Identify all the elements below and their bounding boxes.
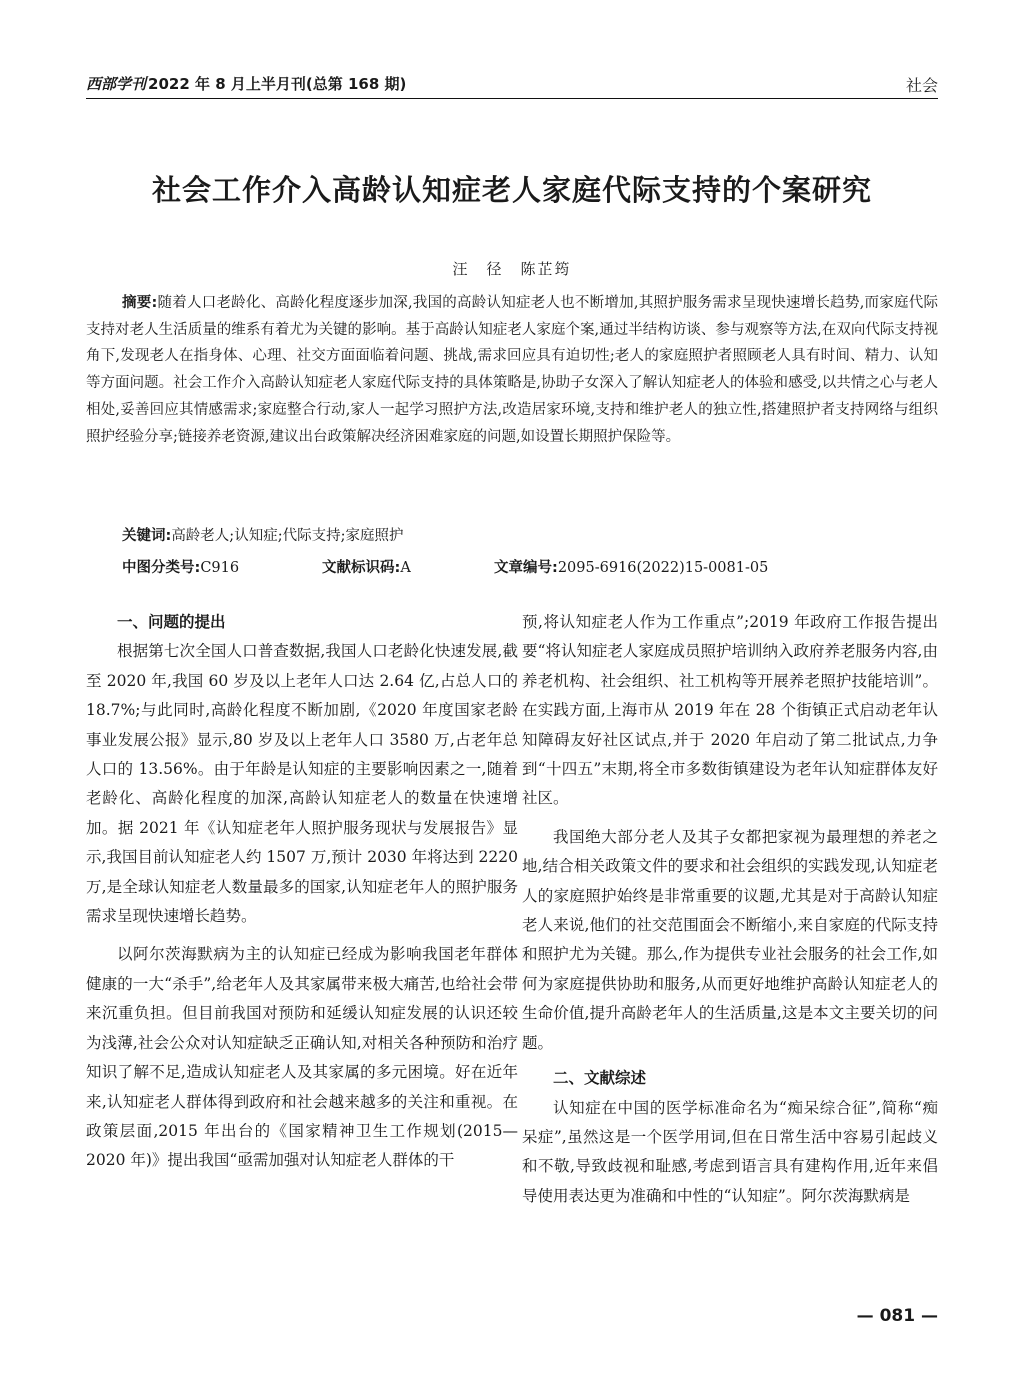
body-column-left <box>86 608 518 1176</box>
abstract-text: 随着人口老龄化、高龄化程度逐步加深,我国的高龄认知症老人也不断增加,其照护服务需求呈现快速增长趋势,而家庭代际支持对老人生活质量的维系有着尤为关键的影响。基于高龄认知症老人家庭个案,通过半结构访谈、参与观察等方法,在双向代际支持视角下,发现老人在指身体、心理、社交方面面临着问题、挑战,需求回应具有迫切性;老人的家庭照护者照顾老人具有时间、精力、认知等方面问题。社会工作介入高龄认知症老人家庭代际支持的具体策略是,协助子女深入了解认知症老人的体验和感受,以共情之心与老人相处,妥善回应其情感需求;家庭整合行动,家人一起学习照护方法,改造居家环境,支持和维护老人的独立性,搭建照护者支持网络与组织照护经验分享;链接养老资源,建议出台政策解决经济困难家庭的问题,如设置长期照护保险等。 <box>86 295 938 445</box>
classification-line <box>122 556 938 577</box>
clc-value: C916 <box>200 560 240 576</box>
section-heading-2: 二、文献综述 <box>553 1069 647 1088</box>
section-heading-1: 一、问题的提出 <box>117 613 226 631</box>
article-number <box>494 556 768 577</box>
issue-info: 2022 年 8 月上半月刊(总第 168 期) <box>148 75 407 93</box>
header-left <box>86 73 406 94</box>
body-paragraph: 以阿尔茨海默病为主的认知症已经成为影响我国老年群体健康的一大“杀手”,给老年人及其家属带来极大痛苦,也给社会带来沉重负担。但目前我国对预防和延缓认知症发展的认识还较为浅薄,社会公众对认知症缺乏正确认知,对相关各种预防和治疗知识了解不足,造成认知症老人及其家属的多元困境。好在近年来,认知症老人群体得到政府和社会越来越多的关注和重视。在政策层面,2015 年出台的《国家精神卫生工作规划(2015—2020 年)》提出我国“亟需加强对认知症老人群体的干 <box>86 945 518 1170</box>
section-name: 社会 <box>905 76 938 95</box>
body-paragraph: 根据第七次全国人口普查数据,我国人口老龄化快速发展,截至 2020 年,我国 60 岁及以上老年人口达 2.64 亿,占总人口的 18.7%;与此同时,高龄化程度不断加剧,《2020 年度国家老龄事业发展公报》显示,80 岁及以上老年人口 3580 万,占老年总人口的 13.56%。由于年龄是认知症的主要影响因素之一,随着老龄化、高龄化程度的加深,高龄认知症老人的数量在快速增加。据 2021 年《认知症老年人照护服务现状与发展报告》显示,我国目前认知症老人约 1507 万,预计 2030 年将达到 2220 万,是全球认知症老人数量最多的国家,认知症老年人的照护服务需求呈现快速增长趋势。 <box>86 642 518 926</box>
keywords-text: 高龄老人;认知症;代际支持;家庭照护 <box>171 528 404 544</box>
keywords-label: 关键词: <box>122 528 172 544</box>
clc-code <box>122 556 322 577</box>
journal-logo: 西部学刊 <box>86 75 147 93</box>
abstract-label: 摘要: <box>122 295 158 311</box>
article-value: 2095-6916(2022)15-0081-05 <box>557 560 769 576</box>
running-header <box>86 70 938 96</box>
header-divider <box>86 98 938 99</box>
clc-label: 中图分类号: <box>122 560 201 576</box>
article-label: 文章编号: <box>494 560 558 576</box>
page-number: — 081 — <box>856 1306 938 1326</box>
body-paragraph: 认知症在中国的医学标准命名为“痴呆综合征”,简称“痴呆症”,虽然这是一个医学用词,但在日常生活中容易引起歧义和不敬,导致歧视和耻感,考虑到语言具有建构作用,近年来倡导使用表达更为准确和中性的“认知症”。阿尔茨海默病是 <box>522 1098 938 1205</box>
body-paragraph: 我国绝大部分老人及其子女都把家视为最理想的养老之地,结合相关政策文件的要求和社会组织的实践发现,认知症老人的家庭照护始终是非常重要的议题,尤其是对于高龄认知症老人来说,他们的社交范围面会不断缩小,来自家庭的代际支持和照护尤为关键。那么,作为提供专业社会服务的社会工作,如何为家庭提供协助和服务,从而更好地维护高龄认知症老人的生命价值,提升高龄老年人的生活质量,这是本文主要关切的问题。 <box>522 827 938 1052</box>
body-paragraph-continued: 预,将认知症老人作为工作重点”;2019 年政府工作报告提出要“将认知症老人家庭成员照护培训纳入政府养老服务内容,由养老机构、社会组织、社工机构等开展养老照护技能培训”。在实践方面,上海市从 2019 年在 28 个街镇正式启动老年认知障碍友好社区试点,并于 2020 年启动了第二批试点,力争到“十四五”末期,将全市多数街镇建设为老年认知症群体友好社区。 <box>522 613 938 808</box>
doc-value: A <box>400 560 411 576</box>
doc-code <box>322 556 494 577</box>
abstract <box>86 290 938 450</box>
body-column-right <box>522 608 938 1211</box>
doc-label: 文献标识码: <box>322 560 401 576</box>
keywords <box>122 524 938 545</box>
authors: 汪 径 陈芷筠 <box>452 260 572 278</box>
abstract-paragraph <box>86 290 938 450</box>
paper-title: 社会工作介入高龄认知症老人家庭代际支持的个案研究 <box>151 173 872 207</box>
